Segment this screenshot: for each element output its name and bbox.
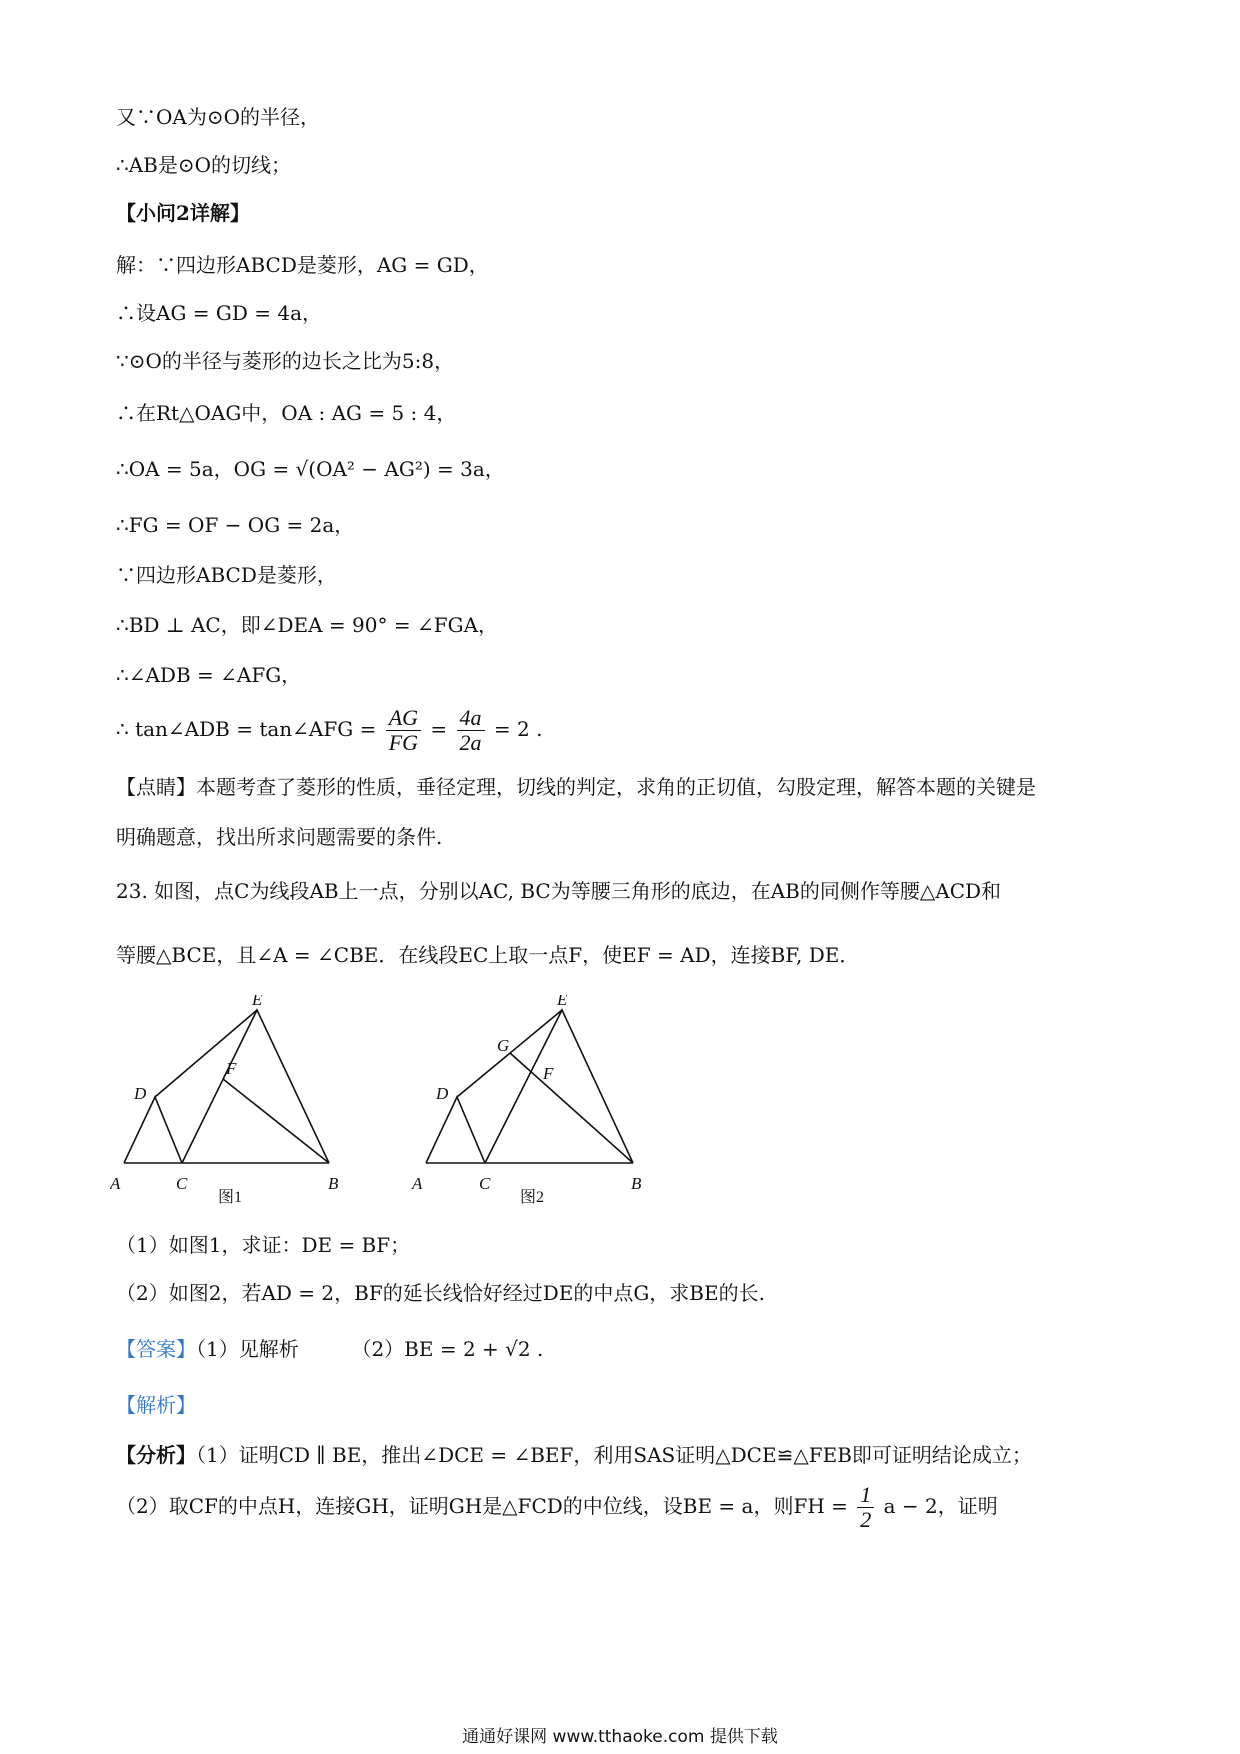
text-line: 解：∵四边形ABCD是菱形，AG = GD， [116, 253, 489, 277]
sub-question-2: （2）如图2，若AD = 2，BF的延长线恰好经过DE的中点G，求BE的长. [116, 1281, 765, 1305]
text-line: ∴OA = 5a，OG = √(OA² − AG²) = 3a， [116, 457, 505, 481]
tan-equation: ∴ tan∠ADB = tan∠AFG = $\frac{AG}{FG}$ = $\frac{4a}{2a}$ = 2 . [116, 705, 543, 755]
svg-text:C: C [176, 1174, 188, 1193]
text-line: ∴BD ⊥ AC，即∠DEA = 90° = ∠FGA， [116, 613, 499, 637]
svg-text:B: B [328, 1174, 339, 1193]
text-line: ∴设AG = GD = 4a， [116, 301, 323, 325]
text-line: ∴FG = OF − OG = 2a， [116, 513, 355, 537]
page-footer: 通通好课网 www.tthaoke.com 提供下载 [462, 1727, 778, 1747]
svg-text:D: D [436, 1084, 449, 1103]
figure-1 [110, 995, 339, 1206]
text-line: ∵⊙O的半径与菱形的边长之比为5:8， [116, 349, 455, 373]
analysis-line: 【分析】（1）证明CD ∥ BE，推出∠DCE = ∠BEF，利用SAS证明△DCE≌△FEB即可证明结论成立； [116, 1443, 1032, 1467]
text-line: ∴∠ADB = ∠AFG， [116, 663, 302, 687]
svg-text:G: G [497, 1036, 510, 1055]
svg-text:B: B [631, 1174, 642, 1193]
figures [110, 995, 670, 1210]
text-line: 又∵OA为⊙O的半径， [116, 105, 320, 129]
svg-text:E: E [557, 995, 568, 1009]
svg-text:F: F [543, 1064, 554, 1083]
text-line: ∵四边形ABCD是菱形， [116, 563, 337, 587]
text-line: ∴AB是⊙O的切线； [116, 153, 292, 177]
answer-tag: 【答案】 [116, 1337, 196, 1361]
fraction: $\frac{4a}{2a}$ [457, 706, 485, 755]
svg-text:A: A [110, 1174, 121, 1193]
text-line: ∴在Rt△OAG中，OA : AG = 5 : 4， [116, 401, 457, 425]
svg-text:C: C [479, 1174, 491, 1193]
fraction: $\frac{AG}{FG}$ [386, 706, 421, 755]
question-23-cont: 等腰△BCE，且∠A = ∠CBE．在线段EC上取一点F，使EF = AD，连接BF, DE． [116, 943, 860, 967]
svg-text:E: E [252, 995, 263, 1009]
sub-question-1: （1）如图1，求证：DE = BF； [116, 1233, 411, 1257]
comment-line: 【点睛】本题考查了菱形的性质，垂径定理，切线的判定，求角的正切值，勾股定理，解答本题的关键是 [116, 775, 1036, 799]
svg-text:A: A [412, 1174, 423, 1193]
analysis-tag: 【解析】 [116, 1393, 196, 1417]
svg-text:图1: 图1 [218, 1189, 243, 1206]
answer-line: 【答案】（1）见解析 （2）BE = 2 + √2 . [116, 1337, 544, 1361]
svg-text:D: D [134, 1084, 147, 1103]
question-23: 23. 如图，点C为线段AB上一点，分别以AC, BC为等腰三角形的底边，在AB的同侧作等腰△ACD和 [116, 879, 1002, 903]
comment-line: 明确题意，找出所求问题需要的条件. [116, 825, 443, 849]
svg-text:F: F [226, 1059, 237, 1078]
svg-text:图2: 图2 [520, 1189, 545, 1206]
figure-2 [411, 995, 642, 1206]
analysis-line-2: （2）取CF的中点H，连接GH，证明GH是△FCD的中位线，设BE = a，则FH = $\frac{1}{2}$ a − 2，证明 [116, 1482, 998, 1532]
fraction: $\frac{1}{2}$ [857, 1483, 874, 1532]
section-heading: 【小问2详解】 [116, 201, 250, 225]
